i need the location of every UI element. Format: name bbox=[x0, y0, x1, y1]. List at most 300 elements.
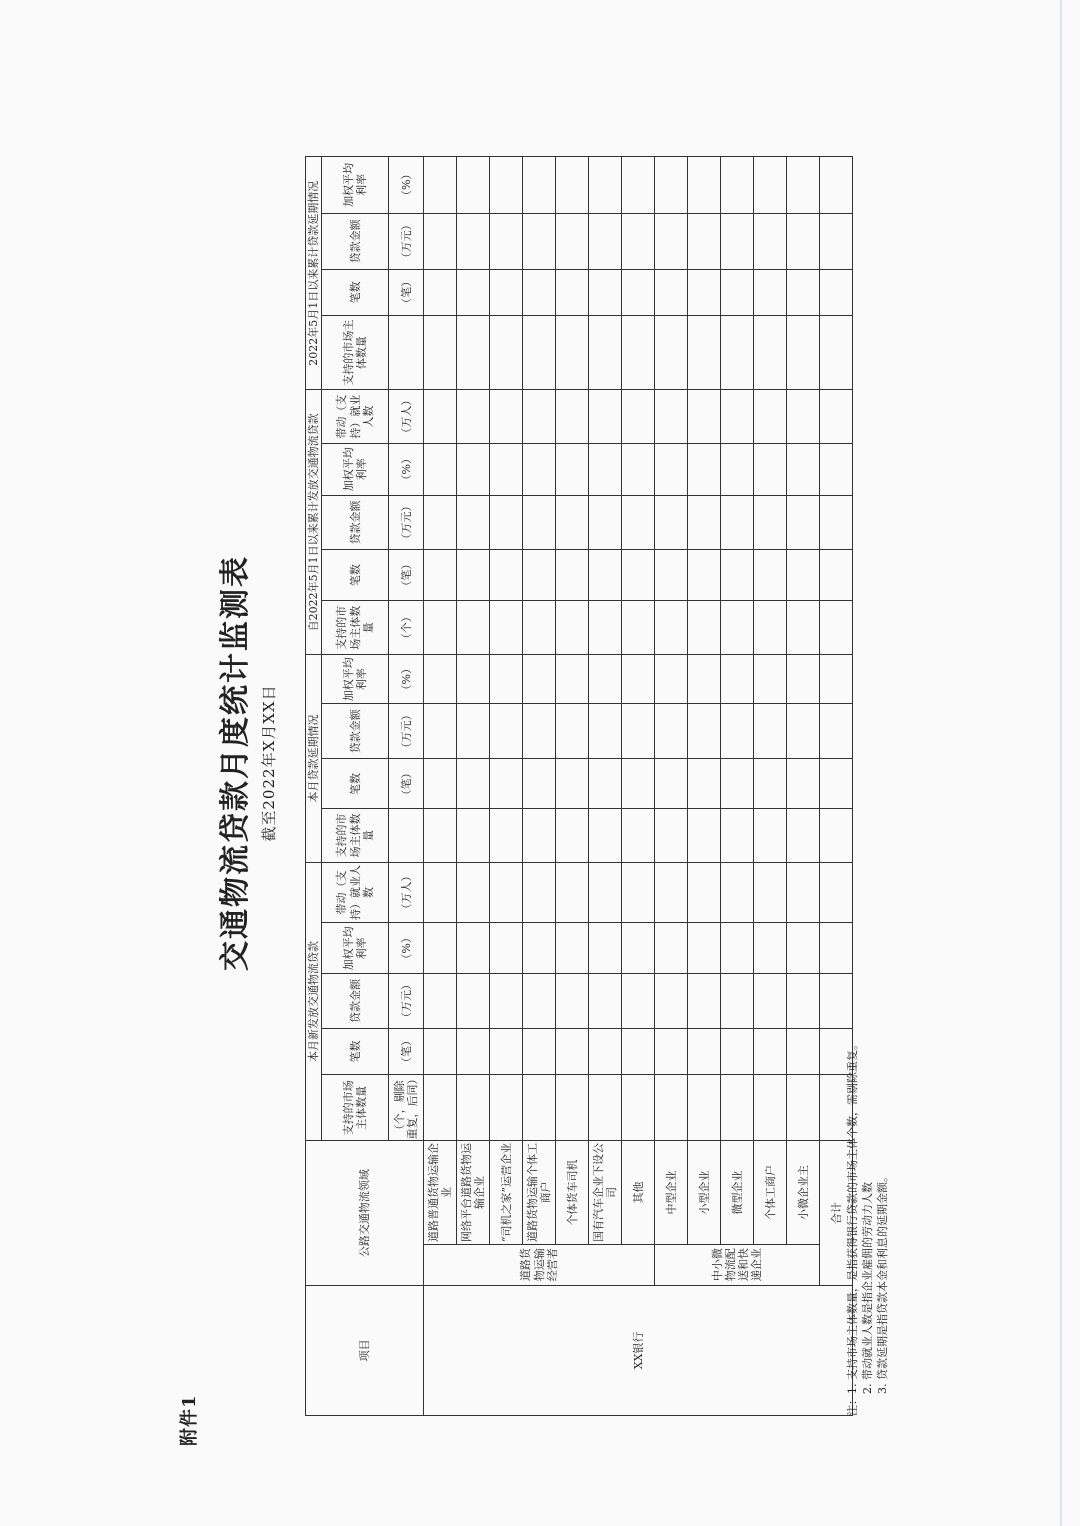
data-cell bbox=[655, 390, 688, 443]
column-unit: （%） bbox=[389, 655, 424, 704]
data-cell bbox=[523, 655, 556, 704]
row-label: 国有汽车企业下设公司 bbox=[589, 1141, 622, 1244]
data-cell bbox=[556, 809, 589, 862]
data-cell bbox=[721, 655, 754, 704]
data-cell bbox=[589, 759, 622, 809]
column-header: 支持的市场主体数量 bbox=[322, 315, 389, 390]
data-cell bbox=[754, 655, 787, 704]
row-label: 其他 bbox=[622, 1141, 655, 1244]
row-label: 个体工商户 bbox=[754, 1141, 787, 1244]
column-unit: （万元） bbox=[389, 495, 424, 549]
data-cell bbox=[589, 157, 622, 214]
column-unit: （笔） bbox=[389, 550, 424, 601]
data-cell bbox=[523, 443, 556, 495]
data-cell bbox=[721, 443, 754, 495]
header-group-cumulative-new: 自2022年5月1日以来累计发放交通物流贷款 bbox=[306, 390, 322, 655]
data-cell bbox=[655, 443, 688, 495]
column-header: 贷款金额 bbox=[322, 704, 389, 759]
header-group-extension: 本月贷款延期情况 bbox=[306, 655, 322, 862]
data-cell bbox=[655, 315, 688, 390]
data-cell bbox=[622, 1075, 655, 1141]
data-cell bbox=[622, 862, 655, 923]
note-item: 1. 支持市场主体数量，是指获得银行贷款的市场主体个数，需剔除重复。 bbox=[846, 1039, 859, 1394]
data-cell bbox=[655, 923, 688, 974]
data-cell bbox=[556, 270, 589, 316]
data-cell bbox=[556, 495, 589, 549]
column-header: 贷款金额 bbox=[322, 213, 389, 269]
data-cell bbox=[655, 862, 688, 923]
data-cell bbox=[424, 213, 457, 269]
data-cell bbox=[721, 862, 754, 923]
data-cell bbox=[820, 655, 853, 704]
data-cell bbox=[655, 759, 688, 809]
table-row bbox=[523, 157, 556, 1416]
data-cell bbox=[820, 550, 853, 601]
data-cell bbox=[721, 601, 754, 655]
data-cell bbox=[523, 213, 556, 269]
row-label: 中型企业 bbox=[655, 1141, 688, 1244]
data-cell bbox=[457, 1028, 490, 1075]
column-unit bbox=[389, 315, 424, 390]
data-cell bbox=[655, 1028, 688, 1075]
data-cell bbox=[490, 923, 523, 974]
data-cell bbox=[820, 759, 853, 809]
data-cell bbox=[523, 809, 556, 862]
data-cell bbox=[457, 270, 490, 316]
data-cell bbox=[820, 270, 853, 316]
data-cell bbox=[589, 1075, 622, 1141]
data-cell bbox=[754, 759, 787, 809]
column-unit: （%） bbox=[389, 443, 424, 495]
data-cell bbox=[820, 923, 853, 974]
data-cell bbox=[556, 1028, 589, 1075]
column-unit: （笔） bbox=[389, 270, 424, 316]
data-cell bbox=[490, 495, 523, 549]
data-cell bbox=[721, 1075, 754, 1141]
data-cell bbox=[820, 315, 853, 390]
data-cell bbox=[424, 655, 457, 704]
data-cell bbox=[754, 495, 787, 549]
data-cell bbox=[622, 495, 655, 549]
data-cell bbox=[721, 809, 754, 862]
note-item: 3. 贷款延期是指贷款本金和利息的延期金额。 bbox=[876, 1171, 889, 1394]
data-cell bbox=[688, 704, 721, 759]
data-cell bbox=[820, 213, 853, 269]
data-cell bbox=[523, 759, 556, 809]
data-cell bbox=[688, 550, 721, 601]
category-small-logistics: 中小微物流配送和快递企业 bbox=[655, 1244, 820, 1285]
data-cell bbox=[688, 1075, 721, 1141]
data-cell bbox=[754, 443, 787, 495]
row-label: “司机之家”运营企业 bbox=[490, 1141, 523, 1244]
data-cell bbox=[490, 443, 523, 495]
data-cell bbox=[622, 157, 655, 214]
data-cell bbox=[688, 390, 721, 443]
column-header: 支持的市场主体数量 bbox=[322, 601, 389, 655]
data-cell bbox=[622, 923, 655, 974]
column-unit: （万元） bbox=[389, 213, 424, 269]
data-cell bbox=[523, 1075, 556, 1141]
data-cell bbox=[622, 270, 655, 316]
column-unit: （个，剔除重复，后同） bbox=[389, 1075, 424, 1141]
data-cell bbox=[754, 213, 787, 269]
data-cell bbox=[457, 550, 490, 601]
data-cell bbox=[523, 157, 556, 214]
data-cell bbox=[787, 862, 820, 923]
data-cell bbox=[820, 601, 853, 655]
data-cell bbox=[457, 862, 490, 923]
data-cell bbox=[721, 495, 754, 549]
data-cell bbox=[589, 655, 622, 704]
table-row bbox=[787, 157, 820, 1416]
data-cell bbox=[688, 923, 721, 974]
data-cell bbox=[457, 809, 490, 862]
data-cell bbox=[787, 315, 820, 390]
data-cell bbox=[787, 390, 820, 443]
data-cell bbox=[688, 655, 721, 704]
data-cell bbox=[556, 974, 589, 1028]
data-cell bbox=[490, 655, 523, 704]
data-cell bbox=[820, 862, 853, 923]
data-cell bbox=[589, 862, 622, 923]
data-cell bbox=[457, 601, 490, 655]
data-cell bbox=[424, 390, 457, 443]
data-cell bbox=[688, 974, 721, 1028]
data-cell bbox=[556, 1075, 589, 1141]
data-cell bbox=[556, 655, 589, 704]
data-cell bbox=[754, 601, 787, 655]
data-cell bbox=[589, 974, 622, 1028]
data-cell bbox=[490, 601, 523, 655]
document-subtitle: 截至2022年X月XX日 bbox=[260, 684, 278, 842]
table-row bbox=[655, 157, 688, 1416]
data-cell bbox=[688, 157, 721, 214]
data-cell bbox=[754, 923, 787, 974]
data-cell bbox=[688, 862, 721, 923]
data-cell bbox=[787, 550, 820, 601]
table-row bbox=[622, 157, 655, 1416]
data-cell bbox=[589, 390, 622, 443]
data-cell bbox=[688, 315, 721, 390]
data-cell bbox=[787, 157, 820, 214]
column-unit: （万元） bbox=[389, 974, 424, 1028]
column-header: 加权平均利率 bbox=[322, 443, 389, 495]
row-label: 小型企业 bbox=[688, 1141, 721, 1244]
data-cell bbox=[523, 601, 556, 655]
statistics-table bbox=[305, 156, 853, 1416]
column-unit: （万人） bbox=[389, 390, 424, 443]
column-header: 笔数 bbox=[322, 550, 389, 601]
data-cell bbox=[424, 862, 457, 923]
data-cell bbox=[622, 315, 655, 390]
data-cell bbox=[523, 550, 556, 601]
data-cell bbox=[424, 809, 457, 862]
data-cell bbox=[523, 862, 556, 923]
total-label: 合计 bbox=[820, 1141, 853, 1285]
data-cell bbox=[589, 809, 622, 862]
data-cell bbox=[754, 315, 787, 390]
notes-lead: 注： bbox=[846, 1394, 859, 1416]
column-unit: （%） bbox=[389, 157, 424, 214]
data-cell bbox=[688, 495, 721, 549]
column-unit: （%） bbox=[389, 923, 424, 974]
data-cell bbox=[589, 1028, 622, 1075]
data-cell bbox=[424, 550, 457, 601]
data-cell bbox=[754, 1028, 787, 1075]
data-cell bbox=[523, 390, 556, 443]
table-row bbox=[490, 157, 523, 1416]
data-cell bbox=[457, 213, 490, 269]
data-cell bbox=[721, 270, 754, 316]
data-cell bbox=[787, 443, 820, 495]
data-cell bbox=[655, 213, 688, 269]
table-row bbox=[721, 157, 754, 1416]
data-cell bbox=[622, 601, 655, 655]
column-header: 加权平均利率 bbox=[322, 157, 389, 214]
data-cell bbox=[556, 390, 589, 443]
data-cell bbox=[721, 974, 754, 1028]
data-cell bbox=[523, 923, 556, 974]
data-cell bbox=[622, 704, 655, 759]
column-header: 贷款金额 bbox=[322, 495, 389, 549]
data-cell bbox=[589, 704, 622, 759]
data-cell bbox=[688, 601, 721, 655]
data-cell bbox=[820, 974, 853, 1028]
column-unit: （笔） bbox=[389, 1028, 424, 1075]
data-cell bbox=[490, 550, 523, 601]
attachment-label: 附件1 bbox=[179, 1394, 200, 1446]
data-cell bbox=[490, 213, 523, 269]
table-row bbox=[754, 157, 787, 1416]
data-cell bbox=[754, 270, 787, 316]
table-row bbox=[589, 157, 622, 1416]
data-cell bbox=[490, 974, 523, 1028]
data-cell bbox=[787, 601, 820, 655]
data-cell bbox=[787, 974, 820, 1028]
data-cell bbox=[457, 655, 490, 704]
data-cell bbox=[754, 704, 787, 759]
data-cell bbox=[556, 443, 589, 495]
data-cell bbox=[787, 655, 820, 704]
column-header: 笔数 bbox=[322, 270, 389, 316]
row-label: 网络平台道路货物运输企业 bbox=[457, 1141, 490, 1244]
data-cell bbox=[721, 923, 754, 974]
data-cell bbox=[721, 704, 754, 759]
data-cell bbox=[589, 923, 622, 974]
data-cell bbox=[820, 495, 853, 549]
data-cell bbox=[655, 809, 688, 862]
data-cell bbox=[754, 862, 787, 923]
data-cell bbox=[655, 601, 688, 655]
data-cell bbox=[655, 1075, 688, 1141]
data-cell bbox=[622, 213, 655, 269]
data-cell bbox=[523, 1028, 556, 1075]
column-header: 加权平均利率 bbox=[322, 923, 389, 974]
data-cell bbox=[622, 809, 655, 862]
data-cell bbox=[820, 809, 853, 862]
row-label: 道路普通货物运输企业 bbox=[424, 1141, 457, 1244]
document-title: 交通物流贷款月度统计监测表 bbox=[218, 555, 253, 971]
column-header: 笔数 bbox=[322, 759, 389, 809]
category-road-freight: 道路货物运输经营者 bbox=[424, 1244, 655, 1285]
data-cell bbox=[556, 923, 589, 974]
data-cell bbox=[490, 1075, 523, 1141]
data-cell bbox=[556, 550, 589, 601]
data-cell bbox=[523, 495, 556, 549]
data-cell bbox=[457, 974, 490, 1028]
data-cell bbox=[424, 1075, 457, 1141]
data-cell bbox=[787, 704, 820, 759]
data-cell bbox=[754, 157, 787, 214]
data-cell bbox=[787, 1028, 820, 1075]
data-cell bbox=[655, 157, 688, 214]
column-header: 贷款金额 bbox=[322, 974, 389, 1028]
column-header: 支持的市场主体数量 bbox=[322, 1075, 389, 1141]
data-cell bbox=[688, 1028, 721, 1075]
data-cell bbox=[787, 213, 820, 269]
data-cell bbox=[424, 1028, 457, 1075]
data-cell bbox=[787, 809, 820, 862]
row-label: 小微企业主 bbox=[787, 1141, 820, 1244]
data-cell bbox=[457, 443, 490, 495]
data-cell bbox=[622, 655, 655, 704]
data-cell bbox=[622, 443, 655, 495]
column-header: 加权平均利率 bbox=[322, 655, 389, 704]
notes bbox=[845, 1039, 890, 1416]
data-cell bbox=[721, 1028, 754, 1075]
table-row bbox=[688, 157, 721, 1416]
data-cell bbox=[457, 759, 490, 809]
data-cell bbox=[490, 809, 523, 862]
data-cell bbox=[820, 157, 853, 214]
header-group-new: 本月新发放交通物流贷款 bbox=[306, 862, 322, 1141]
data-cell bbox=[523, 974, 556, 1028]
data-cell bbox=[787, 1075, 820, 1141]
column-unit: （个） bbox=[389, 601, 424, 655]
data-cell bbox=[754, 550, 787, 601]
data-cell bbox=[424, 704, 457, 759]
data-cell bbox=[622, 1028, 655, 1075]
data-cell bbox=[820, 443, 853, 495]
data-cell bbox=[424, 270, 457, 316]
data-cell bbox=[556, 213, 589, 269]
data-cell bbox=[424, 974, 457, 1028]
data-cell bbox=[523, 315, 556, 390]
header-group-cumulative-extension: 2022年5月1日以来累计贷款延期情况 bbox=[306, 157, 322, 391]
data-cell bbox=[688, 213, 721, 269]
data-cell bbox=[490, 1028, 523, 1075]
data-cell bbox=[589, 315, 622, 390]
data-cell bbox=[556, 862, 589, 923]
data-cell bbox=[490, 390, 523, 443]
data-cell bbox=[490, 759, 523, 809]
data-cell bbox=[457, 923, 490, 974]
data-cell bbox=[655, 704, 688, 759]
data-cell bbox=[523, 270, 556, 316]
data-cell bbox=[622, 550, 655, 601]
data-cell bbox=[787, 270, 820, 316]
data-cell bbox=[622, 974, 655, 1028]
row-label: 个体货车司机 bbox=[556, 1141, 589, 1244]
column-unit: （万人） bbox=[389, 862, 424, 923]
data-cell bbox=[556, 315, 589, 390]
table-row bbox=[424, 157, 457, 1416]
data-cell bbox=[490, 862, 523, 923]
data-cell bbox=[655, 655, 688, 704]
data-cell bbox=[589, 213, 622, 269]
data-cell bbox=[688, 443, 721, 495]
data-cell bbox=[457, 390, 490, 443]
data-cell bbox=[457, 495, 490, 549]
data-cell bbox=[457, 1075, 490, 1141]
data-cell bbox=[787, 923, 820, 974]
data-cell bbox=[754, 809, 787, 862]
table-row bbox=[556, 157, 589, 1416]
data-cell bbox=[457, 157, 490, 214]
data-cell bbox=[622, 759, 655, 809]
data-cell bbox=[622, 390, 655, 443]
data-cell bbox=[490, 270, 523, 316]
data-cell bbox=[655, 974, 688, 1028]
row-label: 微型企业 bbox=[721, 1141, 754, 1244]
data-cell bbox=[589, 270, 622, 316]
data-cell bbox=[721, 759, 754, 809]
note-item: 2. 带动就业人数是指企业雇佣的劳动力人数 bbox=[861, 1182, 874, 1394]
data-cell bbox=[787, 495, 820, 549]
data-cell bbox=[556, 601, 589, 655]
data-cell bbox=[490, 704, 523, 759]
column-unit: （万元） bbox=[389, 704, 424, 759]
data-cell bbox=[655, 270, 688, 316]
data-cell bbox=[688, 270, 721, 316]
data-cell bbox=[424, 157, 457, 214]
data-cell bbox=[589, 443, 622, 495]
data-cell bbox=[754, 390, 787, 443]
row-label: 道路货物运输个体工商户 bbox=[523, 1141, 556, 1244]
column-header: 笔数 bbox=[322, 1028, 389, 1075]
data-cell bbox=[490, 315, 523, 390]
data-cell bbox=[820, 704, 853, 759]
data-cell bbox=[721, 390, 754, 443]
data-cell bbox=[457, 704, 490, 759]
data-cell bbox=[556, 759, 589, 809]
data-cell bbox=[424, 759, 457, 809]
data-cell bbox=[589, 495, 622, 549]
data-cell bbox=[820, 390, 853, 443]
data-cell bbox=[754, 974, 787, 1028]
data-cell bbox=[754, 1075, 787, 1141]
data-cell bbox=[721, 213, 754, 269]
data-cell bbox=[424, 601, 457, 655]
data-cell bbox=[424, 315, 457, 390]
data-cell bbox=[523, 704, 556, 759]
data-cell bbox=[556, 704, 589, 759]
data-cell bbox=[490, 157, 523, 214]
data-cell bbox=[655, 495, 688, 549]
data-cell bbox=[457, 315, 490, 390]
bank-name: XX银行 bbox=[424, 1285, 853, 1415]
data-cell bbox=[787, 759, 820, 809]
data-cell bbox=[424, 923, 457, 974]
data-cell bbox=[424, 443, 457, 495]
data-cell bbox=[655, 550, 688, 601]
data-cell bbox=[721, 315, 754, 390]
data-cell bbox=[589, 601, 622, 655]
data-cell bbox=[424, 495, 457, 549]
data-cell bbox=[688, 759, 721, 809]
header-domain: 公路交通物流领域 bbox=[306, 1141, 424, 1285]
data-cell bbox=[589, 550, 622, 601]
